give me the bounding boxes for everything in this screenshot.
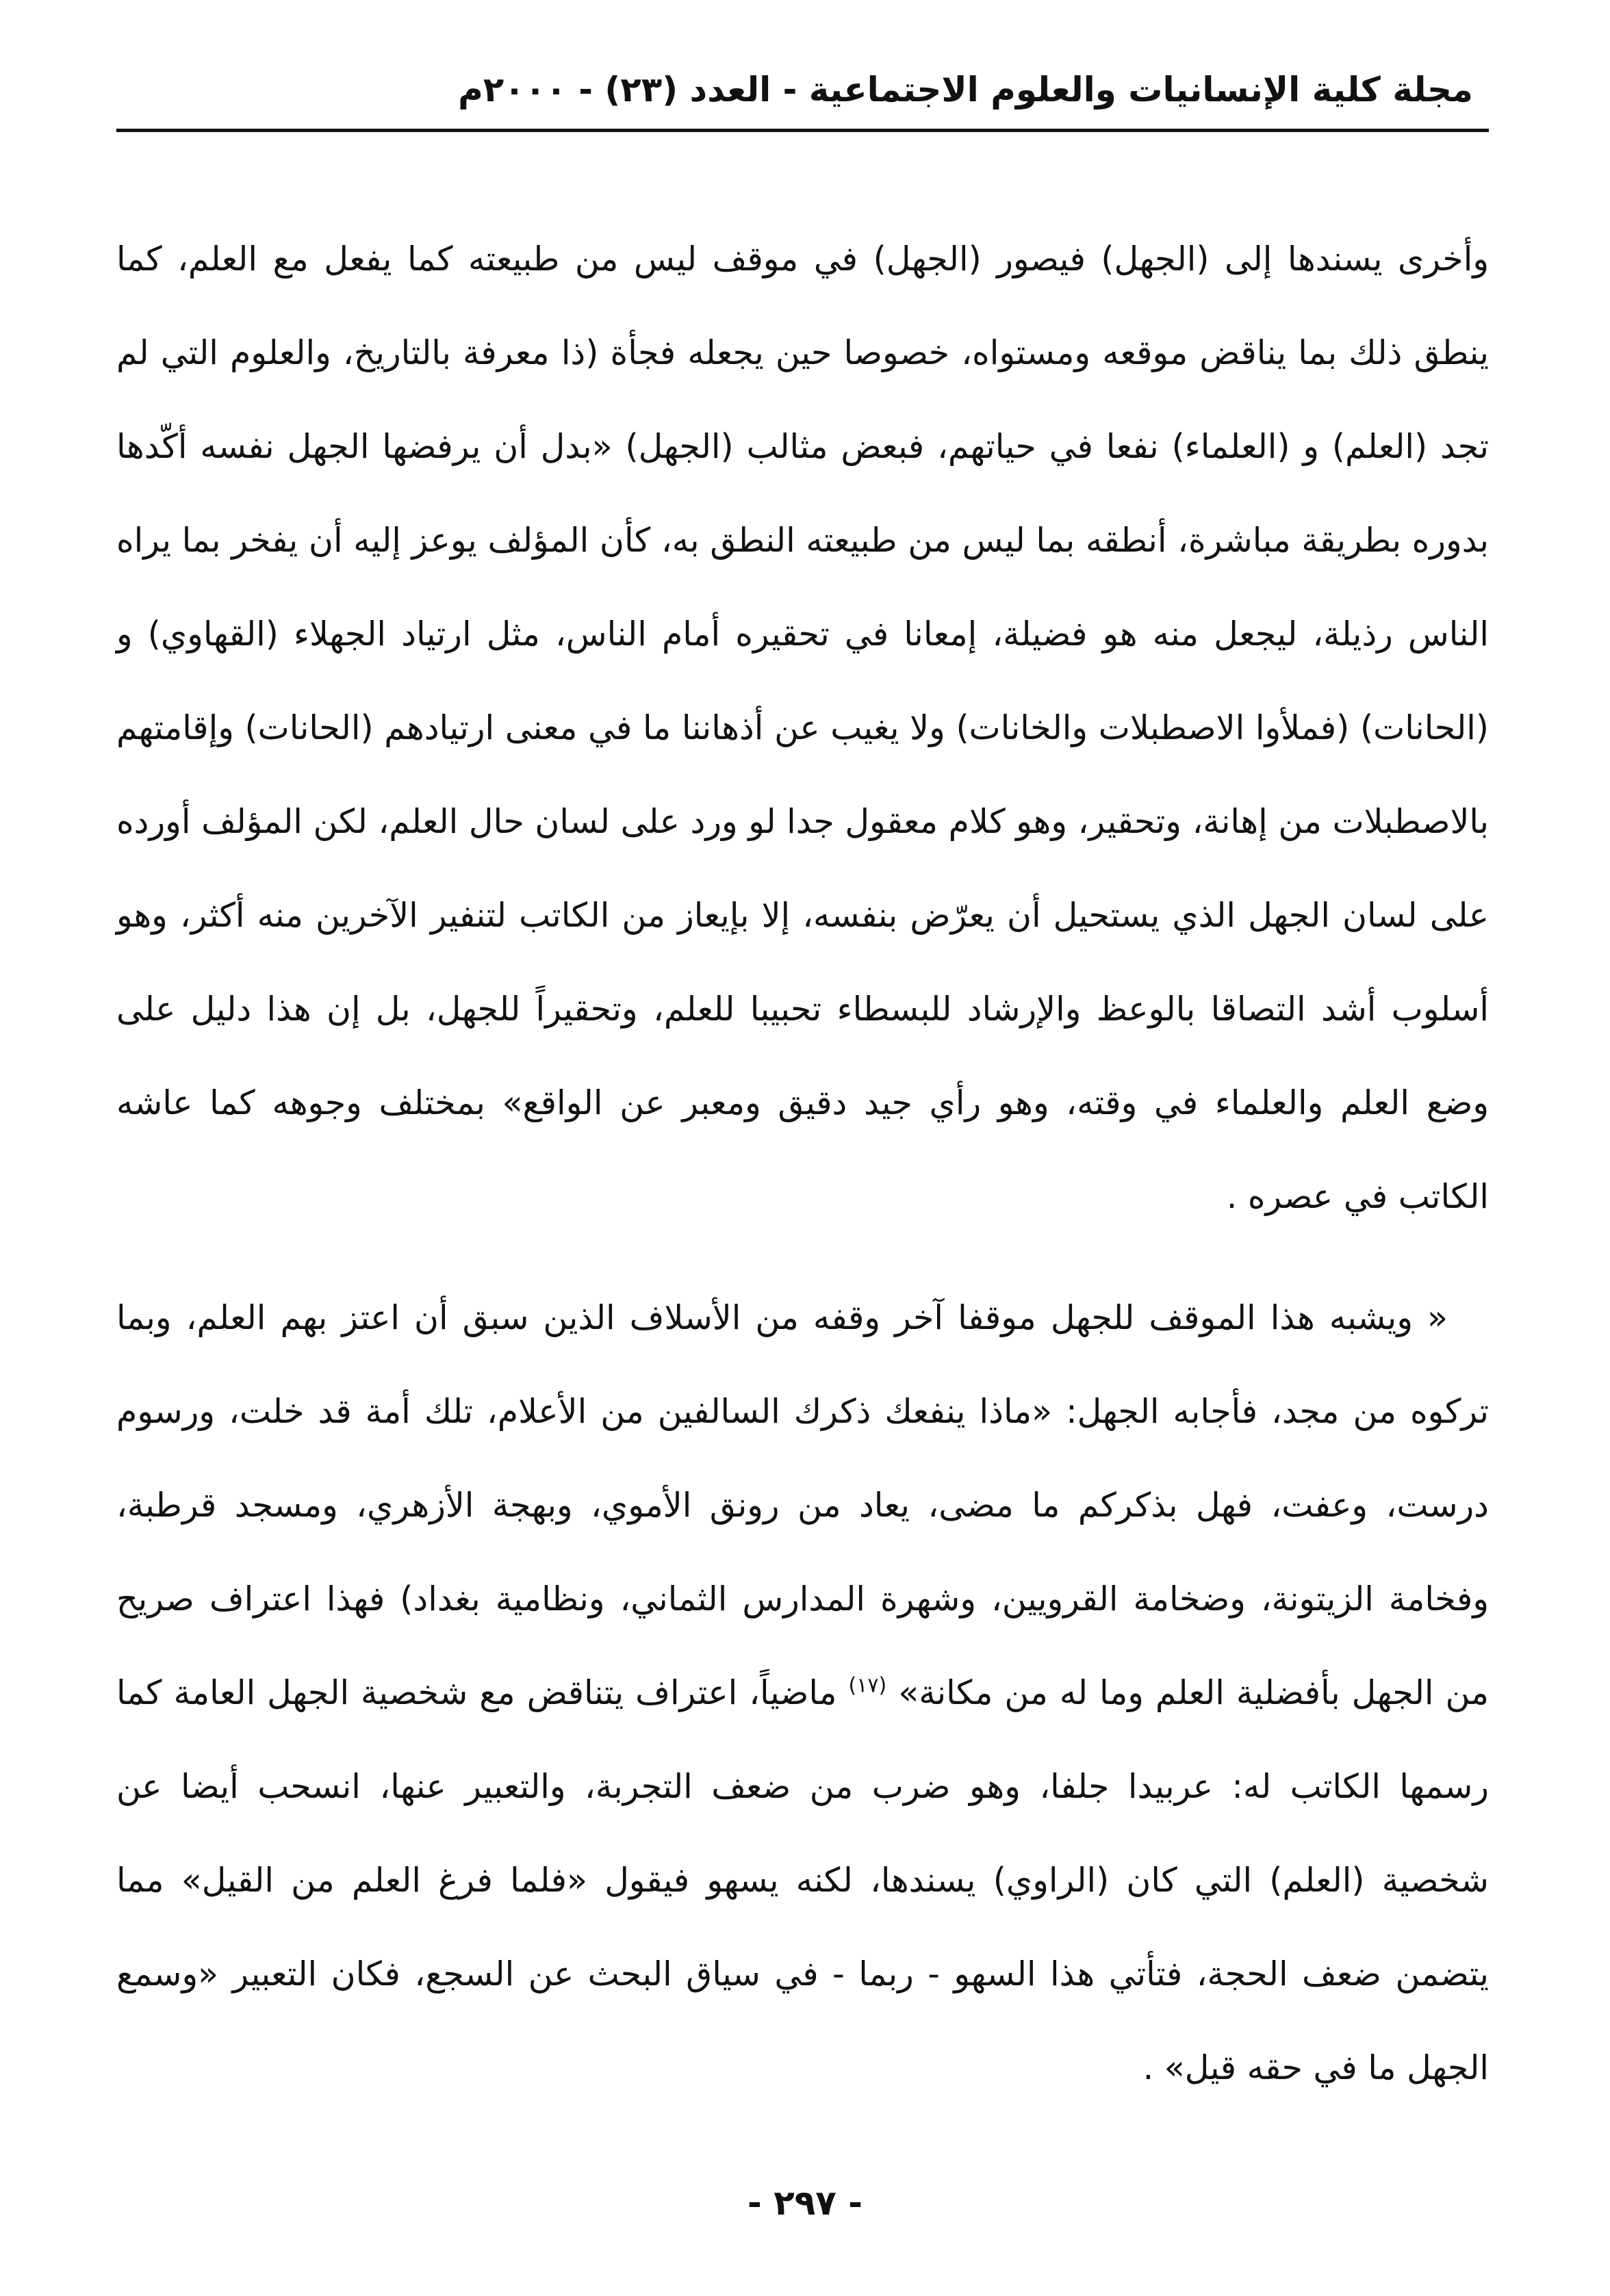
body-text	[116, 212, 1489, 2115]
paragraph-2-part-1: « ويشبه هذا الموقف للجهل موقفا آخر وقفه من الأسلاف الذين سبق أن اعتز بهم العلم، وبما تركوه من مجد، فأجابه الجهل: «ماذا ينفعك ذكرك السالفين من الأعلام، تلك أمة قد خلت، ورسوم درست، وعفت، فهل بذكركم ما مضى، يعاد من رونق الأموي، وبهجة الأزهري، ومسجد قرطبة، وفخامة الزيتونة، وضخامة القرويين، وشهرة المدارس الثماني، ونظامية بغداد) فهذا اعتراف صريح من الجهل بأفضلية العلم وما له من مكانة»	[116, 1298, 1490, 1712]
page-number: - ٢٩٧ -	[748, 2183, 862, 2223]
running-header: مجلة كلية الإنسانيات والعلوم الاجتماعية - العدد (٢٣) - ٢٠٠٠م	[458, 70, 1473, 109]
paragraph-2-part-2: ماضياً، اعتراف يتناقض مع شخصية الجهل العامة كما رسمها الكاتب له: عربيدا جلفا، وهو ضرب من ضعف التجربة، والتعبير عنها، انسحب أيضا عن شخصية (العلم) التي كان (الراوي) يسندها، لكنه يسهو فيقول «فلما فرغ العلم من القيل» مما يتضمن ضعف الحجة، فتأتي هذا السهو - ربما - في سياق البحث عن السجع، فكان التعبير «وسمع الجهل ما في حقه قيل» .	[116, 1673, 1489, 2087]
footnote-reference: (١٧)	[848, 1673, 887, 1698]
paragraph-2	[116, 1271, 1489, 2115]
paragraph-1: وأخرى يسندها إلى (الجهل) فيصور (الجهل) في موقف ليس من طبيعته كما يفعل مع العلم، كما ينطق ذلك بما يناقض موقعه ومستواه، خصوصا حين يجعله فجأة (ذا معرفة بالتاريخ، والعلوم التي لم تجد (العلم) و (العلماء) نفعا في حياتهم، فبعض مثالب (الجهل) «بدل أن يرفضها الجهل نفسه أكّدها بدوره بطريقة مباشرة، أنطقه بما ليس من طبيعته النطق به، كأن المؤلف يوعز إليه أن يفخر بما يراه الناس رذيلة، ليجعل منه هو فضيلة، إمعانا في تحقيره أمام الناس، مثل ارتياد الجهلاء (القهاوي) و (الحانات) (فملأوا الاصطبلات والخانات) ولا يغيب عن أذهاننا ما في معنى ارتيادهم (الحانات) وإقامتهم بالاصطبلات من إهانة، وتحقير، وهو كلام معقول جدا لو ورد على لسان حال العلم، لكن المؤلف أورده على لسان الجهل الذي يستحيل أن يعرّض بنفسه، إلا بإيعاز من الكاتب لتنفير الآخرين منه أكثر، وهو أسلوب أشد التصاقا بالوعظ والإرشاد للبسطاء تحبيبا للعلم، وتحقيراً للجهل، بل إن هذا دليل على وضع العلم والعلماء في وقته، وهو رأي جيد دقيق ومعبر عن الواقع» بمختلف وجوهه كما عاشه الكاتب في عصره .	[116, 240, 1489, 1216]
header-divider	[116, 129, 1489, 132]
